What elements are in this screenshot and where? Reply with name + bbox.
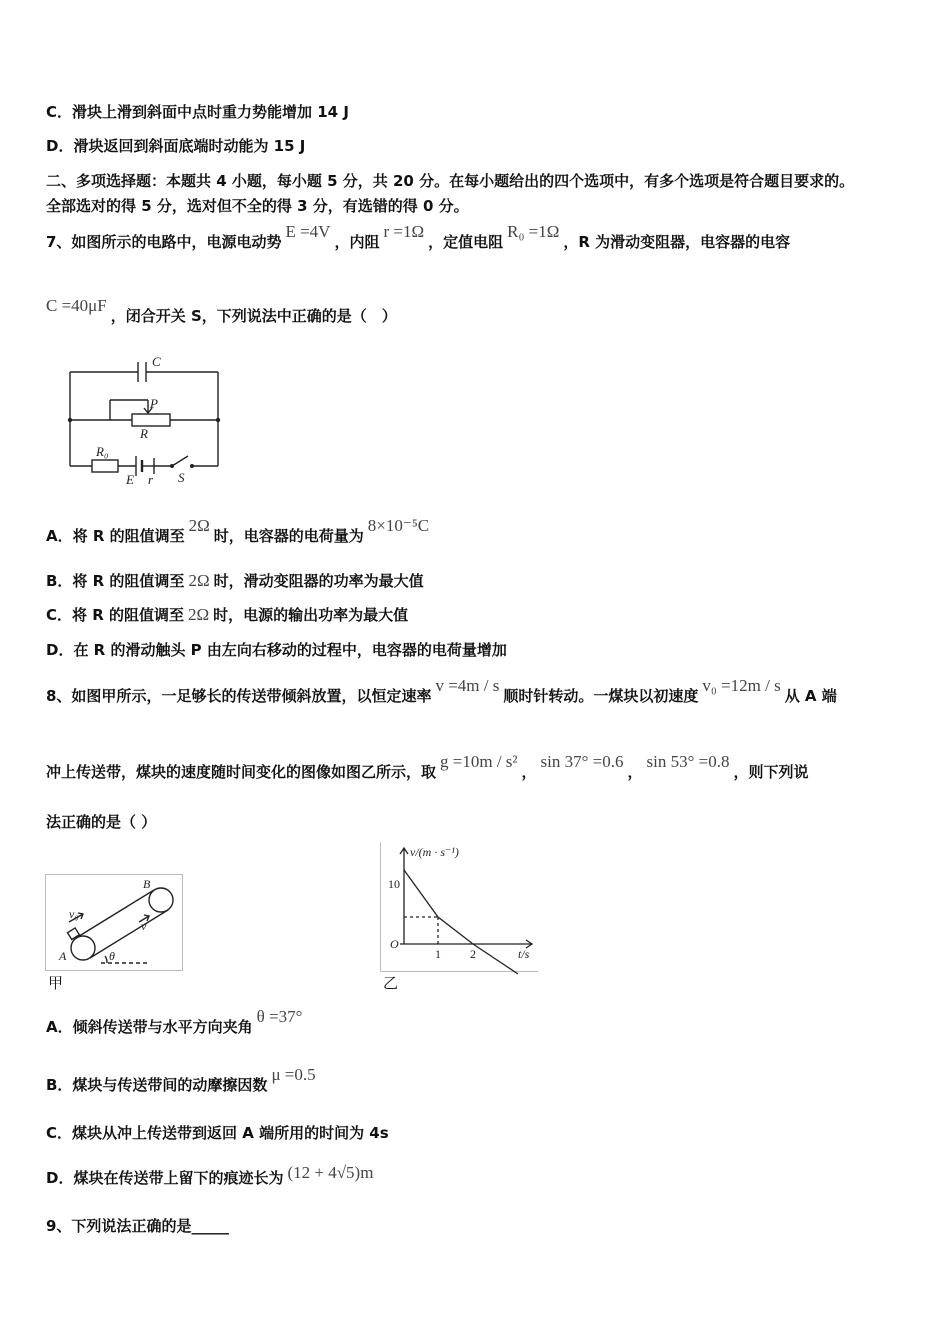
q7-option-a-math1: 2Ω xyxy=(188,516,210,535)
q7-stem-e: ，闭合开关 S，下列说法中正确的是（ ） xyxy=(110,307,397,325)
q7-option-b-math: 2Ω xyxy=(188,571,210,590)
belt-label-a: A xyxy=(59,949,67,963)
q7-stem-b: ，内阻 xyxy=(334,233,380,251)
q7-stem-line1 xyxy=(46,222,791,252)
q8-stem-line1 xyxy=(46,676,837,706)
graph-ylabel: v/(m · s⁻¹) xyxy=(410,845,459,859)
switch-lever xyxy=(172,456,188,466)
q7-option-a-text1: A．将 R 的阻值调至 xyxy=(46,527,185,545)
q8-option-d xyxy=(46,1163,377,1188)
label-s: S xyxy=(178,470,185,485)
q8-math-v: v =4m / s xyxy=(435,676,500,695)
belt-label-theta: θ xyxy=(109,949,115,963)
q7-option-a xyxy=(46,516,433,546)
q8-option-a xyxy=(46,1007,306,1037)
label-p: P xyxy=(150,396,158,411)
label-r0: R₀ xyxy=(96,444,109,459)
vt-line xyxy=(404,870,518,974)
q8-stem-e: ，则下列说 xyxy=(733,763,809,781)
q7-option-c-text1: C．将 R 的阻值调至 xyxy=(46,606,185,624)
q7-stem-a: 7、如图所示的电路中，电源电动势 xyxy=(46,233,282,251)
q8-figure-yi-caption: 乙 xyxy=(383,974,399,992)
q8-math-sin37: sin 37° =0.6 xyxy=(540,752,624,771)
q7-stem-c: ，定值电阻 xyxy=(428,233,504,251)
q7-option-a-text2: 时，电容器的电荷量为 xyxy=(213,527,364,545)
q8-math-g: g =10m / s² xyxy=(440,752,518,771)
belt-label-b: B xyxy=(143,877,151,891)
q7-option-d: D．在 R 的滑动触头 P 由左向右移动的过程中，电容器的电荷量增加 xyxy=(46,641,507,659)
q8-option-d-text: D．煤块在传送带上留下的痕迹长为 xyxy=(46,1169,284,1187)
resistor-r0-body xyxy=(92,460,118,472)
graph-tick-y10: 10 xyxy=(388,877,400,891)
q8-option-a-text: A．倾斜传送带与水平方向夹角 xyxy=(46,1018,253,1036)
q8-stem-a: 8、如图甲所示，一足够长的传送带倾斜放置，以恒定速率 xyxy=(46,687,432,705)
q8-option-b-math: μ =0.5 xyxy=(271,1065,316,1084)
q8-option-b-text: B．煤块与传送带间的动摩擦因数 xyxy=(46,1076,268,1094)
graph-tick-x1: 1 xyxy=(435,947,441,961)
q8-stem-b: 顺时针转动。一煤块以初速度 xyxy=(503,687,699,705)
label-e: E xyxy=(126,472,134,487)
q6-option-c: C．滑块上滑到斜面中点时重力势能增加 14 J xyxy=(46,103,349,121)
q7-stem-d: ，R 为滑动变阻器，电容器的电容 xyxy=(563,233,791,251)
q7-circuit-diagram xyxy=(60,350,230,490)
q8-option-d-math: (12 + 4√5)m xyxy=(287,1163,374,1182)
label-c: C xyxy=(152,354,161,369)
q7-option-c-text2: 时，电源的输出功率为最大值 xyxy=(213,606,409,624)
q8-math-v0: v₀ =12m / s xyxy=(702,676,781,695)
q8-figure-yi-vt-graph xyxy=(380,842,540,974)
q8-figure-jia-caption: 甲 xyxy=(48,974,64,992)
q8-option-b xyxy=(46,1065,320,1095)
q9-stem: 9、下列说法正确的是_____ xyxy=(46,1217,229,1235)
q8-math-sin53: sin 53° =0.8 xyxy=(646,752,730,771)
q8-stem-c: 从 A 端 xyxy=(784,687,837,705)
q7-math-capacitance: C =40μF xyxy=(46,296,107,315)
q7-stem-line2 xyxy=(46,296,397,326)
label-r: R xyxy=(140,426,148,441)
section2-instructions-line2: 全部选对的得 5 分，选对但不全的得 3 分，有选错的得 0 分。 xyxy=(46,197,469,215)
q8-figure-jia-conveyor xyxy=(45,874,183,972)
q7-math-emf: E =4V xyxy=(285,222,331,241)
q8-sep1: ， xyxy=(521,763,537,781)
rheostat-body xyxy=(132,414,170,426)
q8-option-c: C．煤块从冲上传送带到返回 A 端所用的时间为 4s xyxy=(46,1124,389,1142)
q7-option-b-text1: B．将 R 的阻值调至 xyxy=(46,572,185,590)
q7-option-c-math: 2Ω xyxy=(188,605,210,624)
graph-origin: O xyxy=(390,937,399,951)
q8-stem-d: 冲上传送带，煤块的速度随时间变化的图像如图乙所示，取 xyxy=(46,763,437,781)
q7-math-r0: R₀ =1Ω xyxy=(507,222,560,241)
q8-option-a-math: θ =37° xyxy=(256,1007,303,1026)
q7-option-c xyxy=(46,605,408,625)
q7-math-r: r =1Ω xyxy=(383,222,425,241)
graph-xlabel: t/s xyxy=(518,947,530,961)
section2-instructions-line1: 二、多项选择题：本题共 4 小题，每小题 5 分，共 20 分。在每小题给出的四个选项中，有多个选项是符合题目要求的。 xyxy=(46,172,855,190)
graph-tick-x2: 2 xyxy=(470,947,476,961)
q8-sep2: ， xyxy=(627,763,643,781)
label-r-internal: r xyxy=(148,472,154,487)
belt-label-v: v xyxy=(141,919,147,933)
q8-stem-line2 xyxy=(46,752,809,782)
q7-option-b xyxy=(46,571,424,591)
belt-label-v0: v₀ xyxy=(69,907,79,921)
q8-stem-line3: 法正确的是（ ） xyxy=(46,813,157,831)
q7-option-a-math2: 8×10⁻⁵C xyxy=(367,516,430,535)
q6-option-d: D．滑块返回到斜面底端时动能为 15 J xyxy=(46,137,306,155)
q7-option-b-text2: 时，滑动变阻器的功率为最大值 xyxy=(213,572,424,590)
